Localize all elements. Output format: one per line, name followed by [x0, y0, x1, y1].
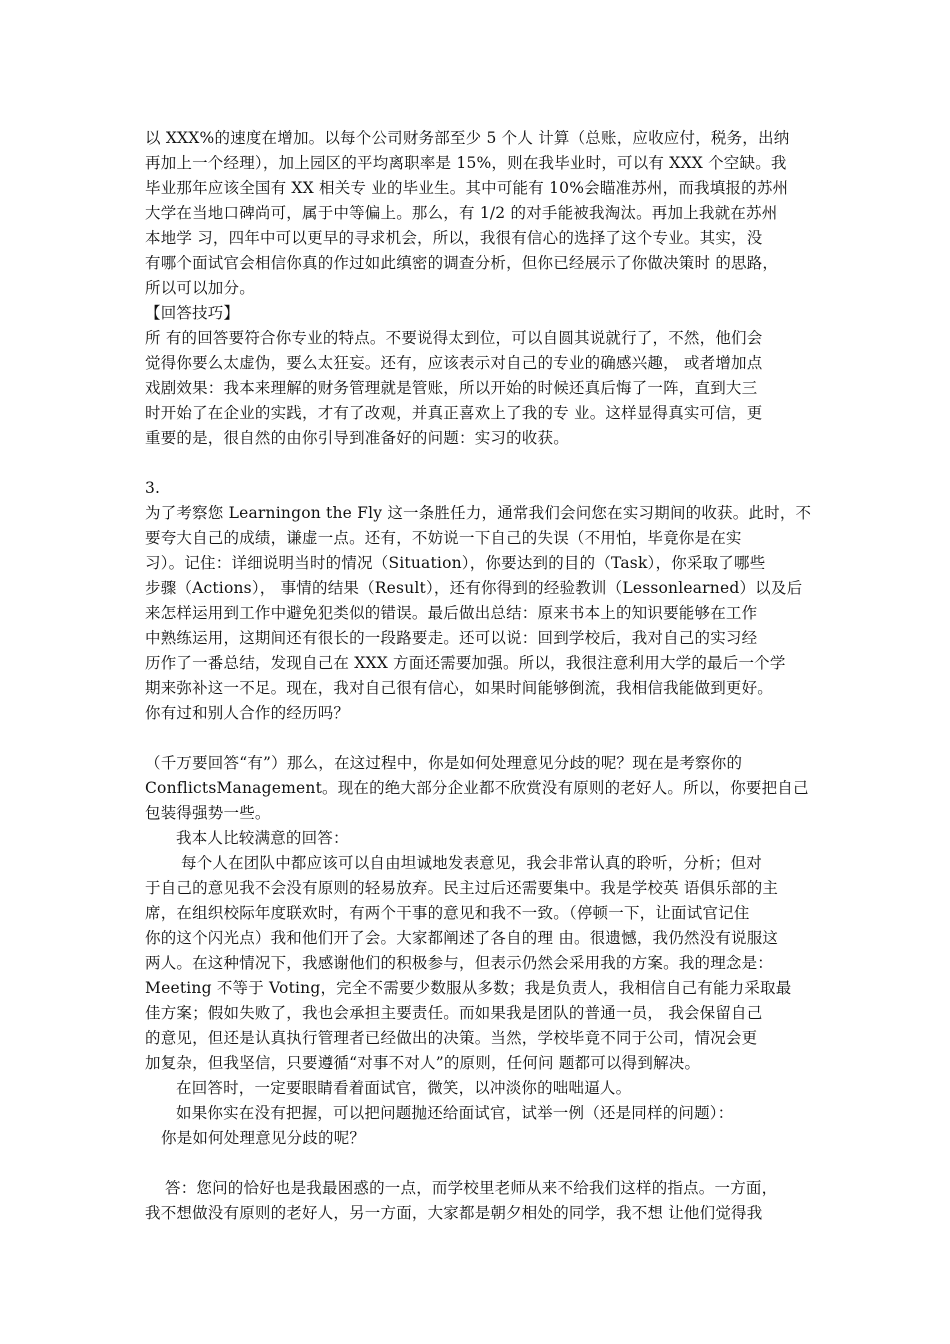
text-line: 毕业那年应该全国有 XX 相关专 业的毕业生。其中可能有 10%会瞄准苏州，而我填报的苏州 — [145, 179, 789, 197]
text-line: 在回答时，一定要眼睛看着面试官，微笑，以冲淡你的咄咄逼人。 — [176, 1079, 632, 1097]
text-line: （千万要回答“有”）那么，在这过程中，你是如何处理意见分歧的呢？现在是考察你的 — [145, 754, 743, 772]
text-line: 你的这个闪光点）我和他们开了会。大家都阐述了各自的理 由。很遗憾，我仍然没有说服这 — [145, 929, 779, 947]
text-line: 包装得强势一些。 — [145, 804, 271, 822]
text-line: Meeting 不等于 Voting，完全不需要少数服从多数；我是负责人，我相信自己有能力采取最 — [145, 979, 792, 997]
section-number: 3. — [145, 479, 161, 497]
text-line: 加复杂，但我坚信，只要遵循“对事不对人”的原则，任何问 题都可以得到解决。 — [145, 1054, 701, 1072]
text-line: 佳方案；假如失败了，我也会承担主要责任。而如果我是团队的普通一员， 我会保留自己 — [145, 1004, 763, 1022]
text-line: 步骤（Actions）， 事情的结果（Result），还有你得到的经验教训（Lessonlearned）以及后 — [145, 579, 803, 597]
text-line: 中熟练运用，这期间还有很长的一段路要走。还可以说：回到学校后，我对自己的实习经 — [145, 629, 758, 647]
text-line: 为了考察您 Learningon the Fly 这一条胜任力，通常我们会问您在实习期间的收获。此时，不 — [145, 504, 812, 522]
text-line: 两人。在这种情况下，我感谢他们的积极参与，但表示仍然会采用我的方案。我的理念是： — [145, 954, 774, 972]
text-line: 答：您问的恰好也是我最困惑的一点，而学校里老师从来不给我们这样的指点。一方面， — [165, 1179, 778, 1197]
text-line: 要夸大自己的成绩，谦虚一点。还有，不妨说一下自己的失误（不用怕，毕竟你是在实 — [145, 529, 742, 547]
text-line: 戏剧效果：我本来理解的财务管理就是管账，所以开始的时候还真后悔了一阵，直到大三 — [145, 379, 758, 397]
text-line: 习）。记住：详细说明当时的情况（Situation），你要达到的目的（Task），你采取了哪些 — [145, 554, 766, 572]
text-line: 大学在当地口碑尚可，属于中等偏上。那么，有 1/2 的对手能被我淘汰。再加上我就在苏州 — [145, 204, 778, 222]
text-line: 重要的是，很自然的由你引导到准备好的问题：实习的收获。 — [145, 429, 569, 447]
text-line: 期来弥补这一不足。现在，我对自己很有信心，如果时间能够倒流，我相信我能做到更好。 — [145, 679, 774, 697]
section-heading: 【回答技巧】 — [145, 304, 240, 322]
text-line: 的意见，但还是认真执行管理者已经做出的决策。当然，学校毕竟不同于公司，情况会更 — [145, 1029, 758, 1047]
text-line: 席，在组织校际年度联欢时，有两个干事的意见和我不一致。（停顿一下，让面试官记住 — [145, 904, 750, 922]
text-line: 如果你实在没有把握，可以把问题抛还给面试官，试举一例（还是同样的问题）： — [176, 1104, 734, 1122]
text-line: 本地学 习，四年中可以更早的寻求机会，所以，我很有信心的选择了这个专业。其实，没 — [145, 229, 763, 247]
text-line: 所 有的回答要符合你专业的特点。不要说得太到位，可以自圆其说就行了，不然，他们会 — [145, 329, 763, 347]
text-line: 于自己的意见我不会没有原则的轻易放弃。民主过后还需要集中。我是学校英 语俱乐部的主 — [145, 879, 779, 897]
text-line: 我不想做没有原则的老好人，另一方面，大家都是朝夕相处的同学，我不想 让他们觉得我 — [145, 1204, 763, 1222]
text-line: 有哪个面试官会相信你真的作过如此缜密的调查分析，但你已经展示了你做决策时 的思路， — [145, 254, 779, 272]
text-line: 再加上一个经理），加上园区的平均离职率是 15%，则在我毕业时，可以有 XXX 个空缺。我 — [145, 154, 787, 172]
text-line: 你是如何处理意见分歧的呢？ — [161, 1129, 366, 1147]
text-line: 觉得你要么太虚伪，要么太狂妄。还有，应该表示对自己的专业的确感兴趣， 或者增加点 — [145, 354, 763, 372]
text-line: 历作了一番总结，发现自己在 XXX 方面还需要加强。所以，我很注意利用大学的最后一个学 — [145, 654, 786, 672]
text-line: 我本人比较满意的回答： — [176, 829, 349, 847]
text-line: 时开始了在企业的实践，才有了改观，并真正喜欢上了我的专 业。这样显得真实可信，更 — [145, 404, 763, 422]
text-line: 所以可以加分。 — [145, 279, 255, 297]
text-line: 以 XXX%的速度在增加。以每个公司财务部至少 5 个人 计算（总账，应收应付，税务，出纳 — [145, 129, 790, 147]
text-line: 来怎样运用到工作中避免犯类似的错误。最后做出总结：原来书本上的知识要能够在工作 — [145, 604, 758, 622]
text-line: ConflictsManagement。现在的绝大部分企业都不欣赏没有原则的老好人。所以，你要把自己 — [145, 779, 809, 797]
text-line: 每个人在团队中都应该可以自由坦诚地发表意见，我会非常认真的聆听，分析；但对 — [181, 854, 762, 872]
text-line: 你有过和别人合作的经历吗？ — [145, 704, 350, 722]
